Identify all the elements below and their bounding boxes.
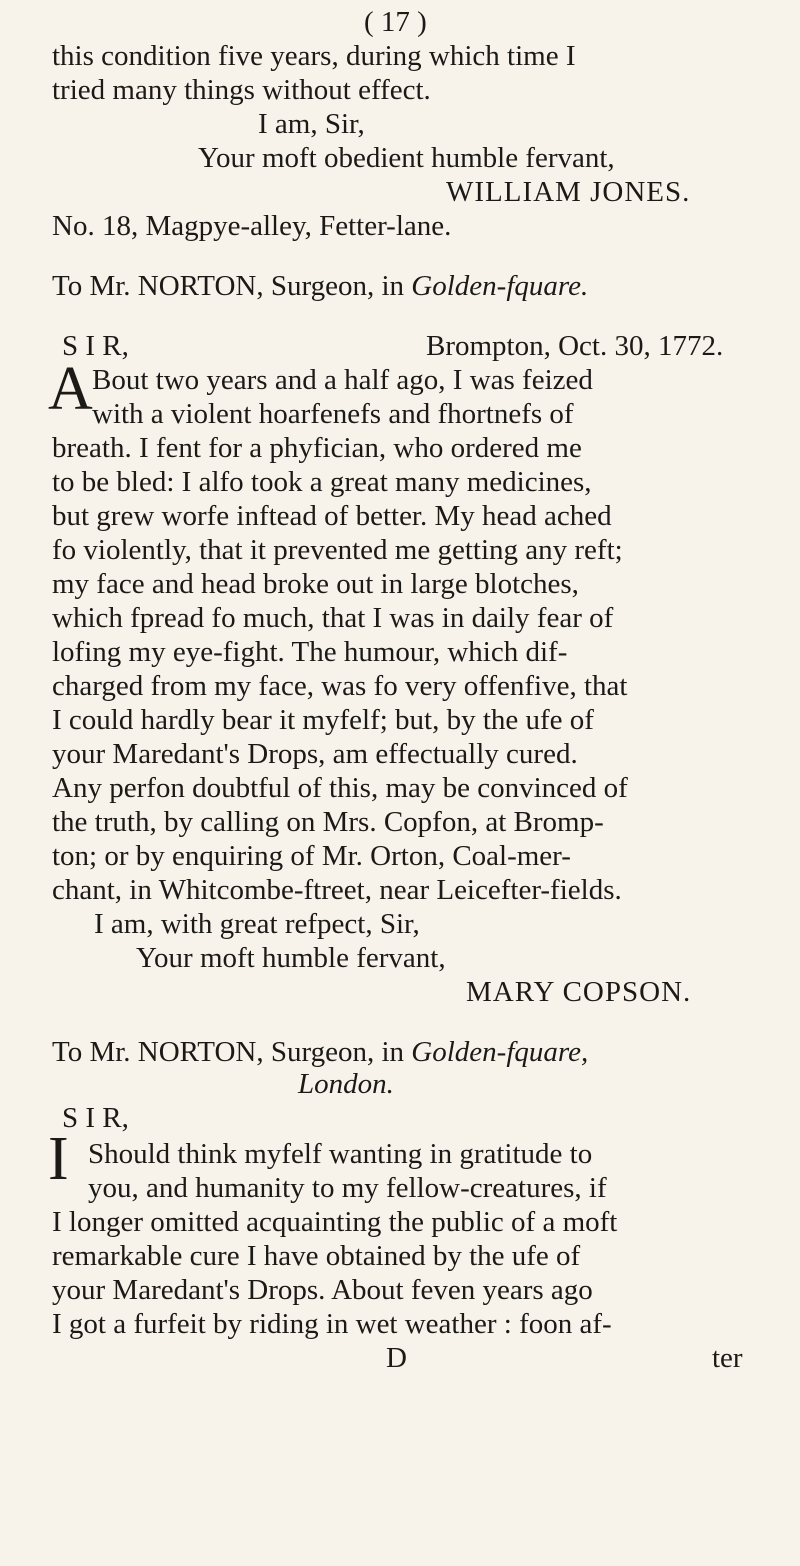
body-line: Bout two years and a half ago, I was feized [92, 364, 593, 396]
text-line: this condition five years, during which time I [52, 40, 576, 72]
signature: MARY COPSON. [466, 976, 692, 1008]
body-line: breath. I fent for a phyfician, who ordered me [52, 432, 582, 464]
closing-line: Your moft humble fervant, [136, 942, 446, 974]
body-line: I got a furfeit by riding in wet weather : foon af- [52, 1308, 612, 1340]
drop-cap: I [48, 1125, 69, 1193]
body-line: to be bled: I alfo took a great many medicines, [52, 466, 592, 498]
body-line: chant, in Whitcombe-ftreet, near Leicefter-fields. [52, 874, 622, 906]
body-line: your Maredant's Drops, am effectually cured. [52, 738, 578, 770]
body-line: lofing my eye-fight. The humour, which dif- [52, 636, 568, 668]
page-number: ( 17 ) [364, 6, 427, 38]
closing-line: I am, with great refpect, Sir, [94, 908, 420, 940]
body-line: you, and humanity to my fellow-creatures, if [88, 1172, 607, 1204]
letter-heading [52, 268, 588, 304]
signature: WILLIAM JONES. [446, 176, 691, 208]
salutation: S I R, [62, 330, 129, 362]
body-line: but grew worfe inftead of better. My head ached [52, 500, 612, 532]
text-line: tried many things without effect. [52, 74, 431, 106]
salutation: S I R, [62, 1102, 129, 1134]
signature-mark: D [386, 1342, 407, 1374]
body-line: charged from my face, was fo very offenfive, that [52, 670, 628, 702]
heading-recipient: To Mr. NORTON, Surgeon, in [52, 270, 412, 302]
address-line: No. 18, Magpye-alley, Fetter-lane. [52, 210, 452, 242]
body-line: ton; or by enquiring of Mr. Orton, Coal-mer- [52, 840, 571, 872]
heading-recipient: To Mr. NORTON, Surgeon, in [52, 1036, 412, 1068]
heading-place: Golden-fquare, [411, 1036, 589, 1068]
letter-heading [52, 1034, 588, 1070]
place-date: Brompton, Oct. 30, 1772. [426, 330, 724, 362]
body-line: your Maredant's Drops. About feven years ago [52, 1274, 593, 1306]
body-line: the truth, by calling on Mrs. Copfon, at Bromp- [52, 806, 604, 838]
body-line: I could hardly bear it myfelf; but, by the ufe of [52, 704, 594, 736]
drop-cap: A [48, 355, 93, 423]
heading-place: Golden-fquare. [411, 270, 589, 302]
body-line: remarkable cure I have obtained by the ufe of [52, 1240, 581, 1272]
body-line: which fpread fo much, that I was in daily fear of [52, 602, 614, 634]
body-line: fo violently, that it prevented me getting any reft; [52, 534, 623, 566]
body-line: my face and head broke out in large blotches, [52, 568, 579, 600]
catchword: ter [712, 1342, 743, 1374]
body-line: I longer omitted acquainting the public of a moft [52, 1206, 618, 1238]
body-line: with a violent hoarfenefs and fhortnefs of [92, 398, 574, 430]
closing-line: I am, Sir, [258, 108, 365, 140]
heading-city: London. [298, 1068, 394, 1100]
body-line: Should think myfelf wanting in gratitude to [88, 1138, 593, 1170]
body-line: Any perfon doubtful of this, may be convinced of [52, 772, 628, 804]
closing-line: Your moft obedient humble fervant, [198, 142, 615, 174]
